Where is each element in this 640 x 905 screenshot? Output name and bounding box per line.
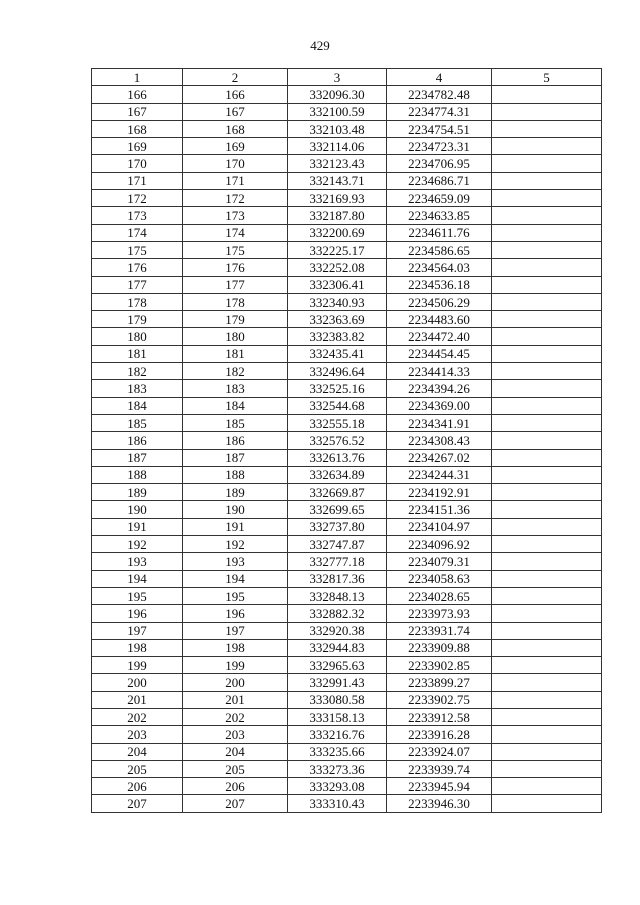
- point-number-cell: 174: [92, 224, 183, 241]
- y-coordinate-cell: 2234723.31: [387, 138, 492, 155]
- x-coordinate-cell: 333273.36: [288, 760, 387, 777]
- point-number-cell: 198: [92, 639, 183, 656]
- y-coordinate-cell: 2234536.18: [387, 276, 492, 293]
- x-coordinate-cell: 332613.76: [288, 449, 387, 466]
- x-coordinate-cell: 332747.87: [288, 536, 387, 553]
- note-cell: [492, 224, 602, 241]
- note-cell: [492, 155, 602, 172]
- note-cell: [492, 778, 602, 795]
- x-coordinate-cell: 332634.89: [288, 466, 387, 483]
- table-row: [92, 484, 602, 501]
- y-coordinate-cell: 2233902.85: [387, 657, 492, 674]
- note-cell: [492, 518, 602, 535]
- x-coordinate-cell: 333080.58: [288, 691, 387, 708]
- y-coordinate-cell: 2234244.31: [387, 466, 492, 483]
- table-row: [92, 518, 602, 535]
- x-coordinate-cell: 332991.43: [288, 674, 387, 691]
- y-coordinate-cell: 2234611.76: [387, 224, 492, 241]
- table-row: [92, 778, 602, 795]
- y-coordinate-cell: 2233931.74: [387, 622, 492, 639]
- note-cell: [492, 86, 602, 103]
- table-row: [92, 657, 602, 674]
- point-number-cell: 179: [92, 311, 183, 328]
- point-number-cell: 181: [92, 345, 183, 362]
- table-row: [92, 380, 602, 397]
- point-id-cell: 194: [183, 570, 288, 587]
- note-cell: [492, 553, 602, 570]
- table-row: [92, 432, 602, 449]
- point-number-cell: 175: [92, 241, 183, 258]
- x-coordinate-cell: 333310.43: [288, 795, 387, 812]
- page-number: 429: [310, 38, 330, 53]
- table-row: [92, 259, 602, 276]
- note-cell: [492, 466, 602, 483]
- table-row: [92, 276, 602, 293]
- point-number-cell: 197: [92, 622, 183, 639]
- table-row: [92, 345, 602, 362]
- point-number-cell: 190: [92, 501, 183, 518]
- note-cell: [492, 328, 602, 345]
- note-cell: [492, 622, 602, 639]
- point-number-cell: 207: [92, 795, 183, 812]
- note-cell: [492, 397, 602, 414]
- table-row: [92, 86, 602, 103]
- note-cell: [492, 293, 602, 310]
- note-cell: [492, 570, 602, 587]
- point-number-cell: 204: [92, 743, 183, 760]
- point-number-cell: 169: [92, 138, 183, 155]
- point-id-cell: 199: [183, 657, 288, 674]
- point-id-cell: 183: [183, 380, 288, 397]
- point-number-cell: 168: [92, 120, 183, 137]
- point-number-cell: 186: [92, 432, 183, 449]
- point-number-cell: 173: [92, 207, 183, 224]
- x-coordinate-cell: 332363.69: [288, 311, 387, 328]
- note-cell: [492, 605, 602, 622]
- x-coordinate-cell: 332965.63: [288, 657, 387, 674]
- y-coordinate-cell: 2233946.30: [387, 795, 492, 812]
- point-id-cell: 205: [183, 760, 288, 777]
- x-coordinate-cell: 332103.48: [288, 120, 387, 137]
- point-id-cell: 177: [183, 276, 288, 293]
- table-row: [92, 293, 602, 310]
- point-number-cell: 185: [92, 414, 183, 431]
- point-id-cell: 173: [183, 207, 288, 224]
- point-id-cell: 179: [183, 311, 288, 328]
- x-coordinate-cell: 332252.08: [288, 259, 387, 276]
- table-row: [92, 155, 602, 172]
- x-coordinate-cell: 332340.93: [288, 293, 387, 310]
- table-row: [92, 224, 602, 241]
- table-row: [92, 466, 602, 483]
- x-coordinate-cell: 332200.69: [288, 224, 387, 241]
- y-coordinate-cell: 2234782.48: [387, 86, 492, 103]
- point-id-cell: 166: [183, 86, 288, 103]
- table-row: [92, 172, 602, 189]
- x-coordinate-cell: 332496.64: [288, 363, 387, 380]
- point-number-cell: 195: [92, 587, 183, 604]
- table-row: [92, 708, 602, 725]
- y-coordinate-cell: 2234058.63: [387, 570, 492, 587]
- note-cell: [492, 432, 602, 449]
- note-cell: [492, 639, 602, 656]
- point-id-cell: 170: [183, 155, 288, 172]
- table-row: [92, 241, 602, 258]
- y-coordinate-cell: 2233909.88: [387, 639, 492, 656]
- table-row: [92, 587, 602, 604]
- y-coordinate-cell: 2234586.65: [387, 241, 492, 258]
- x-coordinate-cell: 332096.30: [288, 86, 387, 103]
- x-coordinate-cell: 333235.66: [288, 743, 387, 760]
- note-cell: [492, 345, 602, 362]
- point-number-cell: 182: [92, 363, 183, 380]
- point-id-cell: 178: [183, 293, 288, 310]
- note-cell: [492, 501, 602, 518]
- point-id-cell: 202: [183, 708, 288, 725]
- y-coordinate-cell: 2234686.71: [387, 172, 492, 189]
- point-id-cell: 191: [183, 518, 288, 535]
- point-number-cell: 172: [92, 190, 183, 207]
- table-row: [92, 501, 602, 518]
- note-cell: [492, 363, 602, 380]
- y-coordinate-cell: 2234028.65: [387, 587, 492, 604]
- point-number-cell: 200: [92, 674, 183, 691]
- column-header-5: 5: [492, 69, 602, 86]
- column-header-3: 3: [288, 69, 387, 86]
- table-row: [92, 639, 602, 656]
- note-cell: [492, 241, 602, 258]
- table-row: [92, 726, 602, 743]
- y-coordinate-cell: 2234096.92: [387, 536, 492, 553]
- point-id-cell: 190: [183, 501, 288, 518]
- point-number-cell: 183: [92, 380, 183, 397]
- note-cell: [492, 311, 602, 328]
- point-id-cell: 185: [183, 414, 288, 431]
- y-coordinate-cell: 2233899.27: [387, 674, 492, 691]
- point-number-cell: 171: [92, 172, 183, 189]
- note-cell: [492, 674, 602, 691]
- y-coordinate-cell: 2233939.74: [387, 760, 492, 777]
- point-number-cell: 199: [92, 657, 183, 674]
- y-coordinate-cell: 2234151.36: [387, 501, 492, 518]
- x-coordinate-cell: 332882.32: [288, 605, 387, 622]
- point-id-cell: 174: [183, 224, 288, 241]
- point-number-cell: 188: [92, 466, 183, 483]
- point-id-cell: 186: [183, 432, 288, 449]
- y-coordinate-cell: 2234192.91: [387, 484, 492, 501]
- point-id-cell: 204: [183, 743, 288, 760]
- table-row: [92, 449, 602, 466]
- y-coordinate-cell: 2234079.31: [387, 553, 492, 570]
- coordinates-table: [91, 68, 602, 813]
- note-cell: [492, 259, 602, 276]
- note-cell: [492, 484, 602, 501]
- point-id-cell: 172: [183, 190, 288, 207]
- y-coordinate-cell: 2233916.28: [387, 726, 492, 743]
- point-id-cell: 198: [183, 639, 288, 656]
- note-cell: [492, 795, 602, 812]
- point-number-cell: 196: [92, 605, 183, 622]
- note-cell: [492, 743, 602, 760]
- x-coordinate-cell: 332737.80: [288, 518, 387, 535]
- note-cell: [492, 449, 602, 466]
- note-cell: [492, 380, 602, 397]
- point-number-cell: 167: [92, 103, 183, 120]
- table-header-row: [92, 69, 602, 86]
- point-id-cell: 168: [183, 120, 288, 137]
- x-coordinate-cell: 332777.18: [288, 553, 387, 570]
- point-id-cell: 192: [183, 536, 288, 553]
- x-coordinate-cell: 333293.08: [288, 778, 387, 795]
- y-coordinate-cell: 2234659.09: [387, 190, 492, 207]
- note-cell: [492, 120, 602, 137]
- point-number-cell: 187: [92, 449, 183, 466]
- point-id-cell: 180: [183, 328, 288, 345]
- point-number-cell: 184: [92, 397, 183, 414]
- table-row: [92, 570, 602, 587]
- point-number-cell: 194: [92, 570, 183, 587]
- note-cell: [492, 103, 602, 120]
- y-coordinate-cell: 2234706.95: [387, 155, 492, 172]
- table-row: [92, 190, 602, 207]
- x-coordinate-cell: 332169.93: [288, 190, 387, 207]
- point-number-cell: 205: [92, 760, 183, 777]
- y-coordinate-cell: 2234564.03: [387, 259, 492, 276]
- column-header-4: 4: [387, 69, 492, 86]
- point-number-cell: 177: [92, 276, 183, 293]
- note-cell: [492, 691, 602, 708]
- y-coordinate-cell: 2233902.75: [387, 691, 492, 708]
- note-cell: [492, 657, 602, 674]
- note-cell: [492, 536, 602, 553]
- y-coordinate-cell: 2234774.31: [387, 103, 492, 120]
- table-row: [92, 414, 602, 431]
- y-coordinate-cell: 2233912.58: [387, 708, 492, 725]
- y-coordinate-cell: 2233973.93: [387, 605, 492, 622]
- x-coordinate-cell: 332576.52: [288, 432, 387, 449]
- point-id-cell: 195: [183, 587, 288, 604]
- point-number-cell: 192: [92, 536, 183, 553]
- point-number-cell: 170: [92, 155, 183, 172]
- x-coordinate-cell: 332699.65: [288, 501, 387, 518]
- note-cell: [492, 726, 602, 743]
- x-coordinate-cell: 332114.06: [288, 138, 387, 155]
- point-id-cell: 187: [183, 449, 288, 466]
- table-row: [92, 311, 602, 328]
- point-id-cell: 167: [183, 103, 288, 120]
- y-coordinate-cell: 2234483.60: [387, 311, 492, 328]
- x-coordinate-cell: 332187.80: [288, 207, 387, 224]
- point-id-cell: 196: [183, 605, 288, 622]
- point-id-cell: 201: [183, 691, 288, 708]
- x-coordinate-cell: 333216.76: [288, 726, 387, 743]
- x-coordinate-cell: 333158.13: [288, 708, 387, 725]
- table-row: [92, 605, 602, 622]
- table-body: [92, 86, 602, 812]
- x-coordinate-cell: 332225.17: [288, 241, 387, 258]
- point-number-cell: 178: [92, 293, 183, 310]
- table-row: [92, 363, 602, 380]
- x-coordinate-cell: 332143.71: [288, 172, 387, 189]
- point-number-cell: 203: [92, 726, 183, 743]
- note-cell: [492, 276, 602, 293]
- column-header-2: 2: [183, 69, 288, 86]
- y-coordinate-cell: 2234267.02: [387, 449, 492, 466]
- point-id-cell: 197: [183, 622, 288, 639]
- table-row: [92, 691, 602, 708]
- x-coordinate-cell: 332383.82: [288, 328, 387, 345]
- x-coordinate-cell: 332306.41: [288, 276, 387, 293]
- y-coordinate-cell: 2234369.00: [387, 397, 492, 414]
- point-number-cell: 206: [92, 778, 183, 795]
- x-coordinate-cell: 332920.38: [288, 622, 387, 639]
- table-row: [92, 397, 602, 414]
- y-coordinate-cell: 2233924.07: [387, 743, 492, 760]
- point-id-cell: 207: [183, 795, 288, 812]
- point-id-cell: 176: [183, 259, 288, 276]
- table-row: [92, 138, 602, 155]
- point-number-cell: 202: [92, 708, 183, 725]
- point-id-cell: 206: [183, 778, 288, 795]
- table-row: [92, 120, 602, 137]
- note-cell: [492, 587, 602, 604]
- x-coordinate-cell: 332544.68: [288, 397, 387, 414]
- x-coordinate-cell: 332435.41: [288, 345, 387, 362]
- point-number-cell: 176: [92, 259, 183, 276]
- table-row: [92, 760, 602, 777]
- y-coordinate-cell: 2234308.43: [387, 432, 492, 449]
- x-coordinate-cell: 332123.43: [288, 155, 387, 172]
- x-coordinate-cell: 332525.16: [288, 380, 387, 397]
- y-coordinate-cell: 2234394.26: [387, 380, 492, 397]
- column-header-1: 1: [92, 69, 183, 86]
- note-cell: [492, 190, 602, 207]
- point-id-cell: 188: [183, 466, 288, 483]
- point-number-cell: 166: [92, 86, 183, 103]
- x-coordinate-cell: 332100.59: [288, 103, 387, 120]
- point-id-cell: 175: [183, 241, 288, 258]
- point-number-cell: 180: [92, 328, 183, 345]
- table-row: [92, 743, 602, 760]
- point-number-cell: 193: [92, 553, 183, 570]
- table-row: [92, 536, 602, 553]
- table-row: [92, 207, 602, 224]
- note-cell: [492, 708, 602, 725]
- x-coordinate-cell: 332555.18: [288, 414, 387, 431]
- point-id-cell: 200: [183, 674, 288, 691]
- table-row: [92, 103, 602, 120]
- table-row: [92, 328, 602, 345]
- note-cell: [492, 138, 602, 155]
- y-coordinate-cell: 2234104.97: [387, 518, 492, 535]
- x-coordinate-cell: 332817.36: [288, 570, 387, 587]
- x-coordinate-cell: 332944.83: [288, 639, 387, 656]
- note-cell: [492, 414, 602, 431]
- y-coordinate-cell: 2234454.45: [387, 345, 492, 362]
- point-number-cell: 189: [92, 484, 183, 501]
- note-cell: [492, 172, 602, 189]
- point-id-cell: 203: [183, 726, 288, 743]
- point-id-cell: 169: [183, 138, 288, 155]
- y-coordinate-cell: 2234341.91: [387, 414, 492, 431]
- table-row: [92, 674, 602, 691]
- y-coordinate-cell: 2234414.33: [387, 363, 492, 380]
- note-cell: [492, 760, 602, 777]
- x-coordinate-cell: 332669.87: [288, 484, 387, 501]
- point-id-cell: 171: [183, 172, 288, 189]
- table-row: [92, 622, 602, 639]
- table-row: [92, 795, 602, 812]
- x-coordinate-cell: 332848.13: [288, 587, 387, 604]
- y-coordinate-cell: 2234754.51: [387, 120, 492, 137]
- point-id-cell: 189: [183, 484, 288, 501]
- y-coordinate-cell: 2234472.40: [387, 328, 492, 345]
- point-id-cell: 181: [183, 345, 288, 362]
- point-number-cell: 201: [92, 691, 183, 708]
- table-row: [92, 553, 602, 570]
- y-coordinate-cell: 2233945.94: [387, 778, 492, 795]
- point-id-cell: 182: [183, 363, 288, 380]
- point-id-cell: 184: [183, 397, 288, 414]
- note-cell: [492, 207, 602, 224]
- y-coordinate-cell: 2234506.29: [387, 293, 492, 310]
- point-id-cell: 193: [183, 553, 288, 570]
- point-number-cell: 191: [92, 518, 183, 535]
- y-coordinate-cell: 2234633.85: [387, 207, 492, 224]
